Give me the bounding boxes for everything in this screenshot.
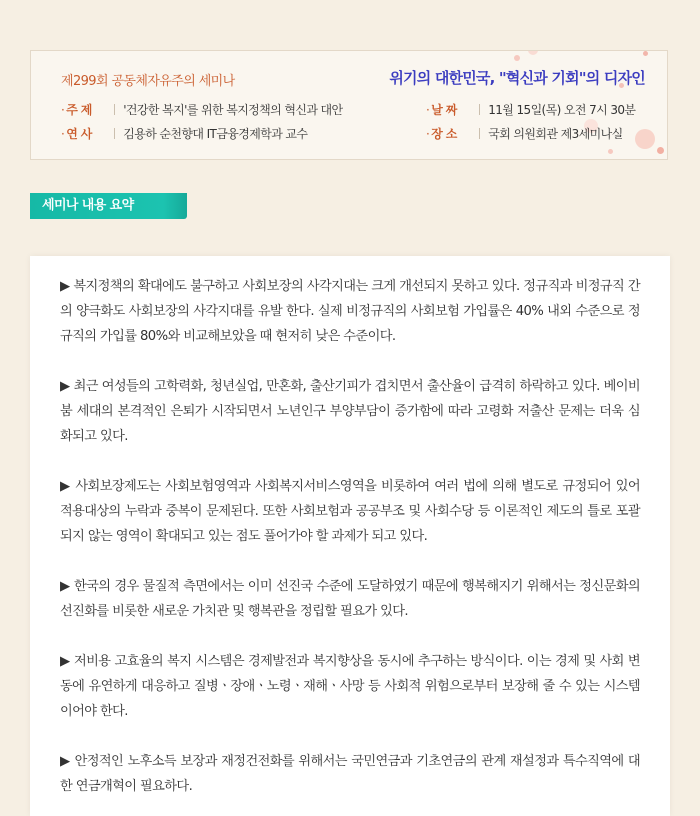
divider <box>114 104 115 115</box>
topic-row <box>61 101 343 118</box>
place-key: 장 소 <box>431 127 457 141</box>
topic-value: '건강한 복지'를 위한 복지정책의 혁신과 대안 <box>123 103 343 117</box>
summary-paragraph-5: ▶ 저비용 고효율의 복지 시스템은 경제발전과 복지향상을 동시에 추구하는 방식이다. 이는 경제 및 사회 변동에 유연하게 대응하고 질병ㆍ장애ㆍ노령ㆍ재해ㆍ사망 등 사회적 위험으로부터 보장해 줄 수 있는 시스템이어야 한다. <box>60 654 640 719</box>
bullet-dot: · <box>61 102 65 117</box>
topic-key: 주 제 <box>66 103 92 117</box>
divider <box>479 128 480 139</box>
seminar-title: 위기의 대한민국, "혁신과 기회"의 디자인 <box>389 69 645 87</box>
section-badge: 세미나 내용 요약 <box>30 193 187 219</box>
speaker-key: 연 사 <box>66 127 92 141</box>
speaker-value: 김용하 순천향대 IT금융경제학과 교수 <box>123 127 308 141</box>
summary-card <box>30 256 670 816</box>
summary-paragraph-1: ▶ 복지정책의 확대에도 불구하고 사회보장의 사각지대는 크게 개선되지 못하고 있다. 정규직과 비정규직 간의 양극화도 사회보장의 사각지대를 유발 한다. 실제 비정규직의 사회보험 가입률은 40% 내외 수준으로 정규직의 가입률 80%와 비교해보았을 때 현저히 낮은 수준이다. <box>60 279 640 344</box>
decorative-dot <box>528 50 538 55</box>
bullet-dot: · <box>61 126 65 141</box>
bullet-dot: · <box>426 126 430 141</box>
date-key: 날 짜 <box>431 103 457 117</box>
summary-paragraph-4: ▶ 한국의 경우 물질적 측면에서는 이미 선진국 수준에 도달하였기 때문에 행복해지기 위해서는 정신문화의 선진화를 비롯한 새로운 가치관 및 행복관을 정립할 필요가 있다. <box>60 579 640 619</box>
summary-paragraph-3: ▶ 사회보장제도는 사회보험영역과 사회복지서비스영역을 비롯하여 여러 법에 의해 별도로 규정되어 있어 적용대상의 누락과 중복이 문제된다. 또한 사회보험과 공공부조 및 사회수당 등 이론적인 제도의 틀로 포괄되지 않는 영역이 확대되고 있는 점도 풀어가야 할 과제가 되고 있다. <box>60 479 640 544</box>
place-row <box>426 125 623 142</box>
divider <box>479 104 480 115</box>
summary-paragraph-6: ▶ 안정적인 노후소득 보장과 재정건전화를 위해서는 국민연금과 기초연금의 관계 재설정과 특수직역에 대한 연금개혁이 필요하다. <box>60 754 640 794</box>
seminar-label: 제299회 공동체자유주의 세미나 <box>61 74 235 89</box>
decorative-dot <box>643 51 648 56</box>
date-row <box>426 101 635 118</box>
decorative-dot <box>608 149 613 154</box>
place-value: 국회 의원회관 제3세미나실 <box>488 127 623 141</box>
divider <box>114 128 115 139</box>
decorative-dot <box>514 55 520 61</box>
seminar-info-box <box>30 50 668 160</box>
date-value: 11월 15일(목) 오전 7시 30분 <box>488 103 636 117</box>
decorative-dot <box>635 129 655 149</box>
decorative-dot <box>657 147 664 154</box>
speaker-row <box>61 125 307 142</box>
bullet-dot: · <box>426 102 430 117</box>
summary-paragraph-2: ▶ 최근 여성들의 고학력화, 청년실업, 만혼화, 출산기피가 겹치면서 출산율이 급격히 하락하고 있다. 베이비붐 세대의 본격적인 은퇴가 시작되면서 노년인구 부양부담이 증가함에 따라 고령화 저출산 문제는 더욱 심화되고 있다. <box>60 379 640 444</box>
